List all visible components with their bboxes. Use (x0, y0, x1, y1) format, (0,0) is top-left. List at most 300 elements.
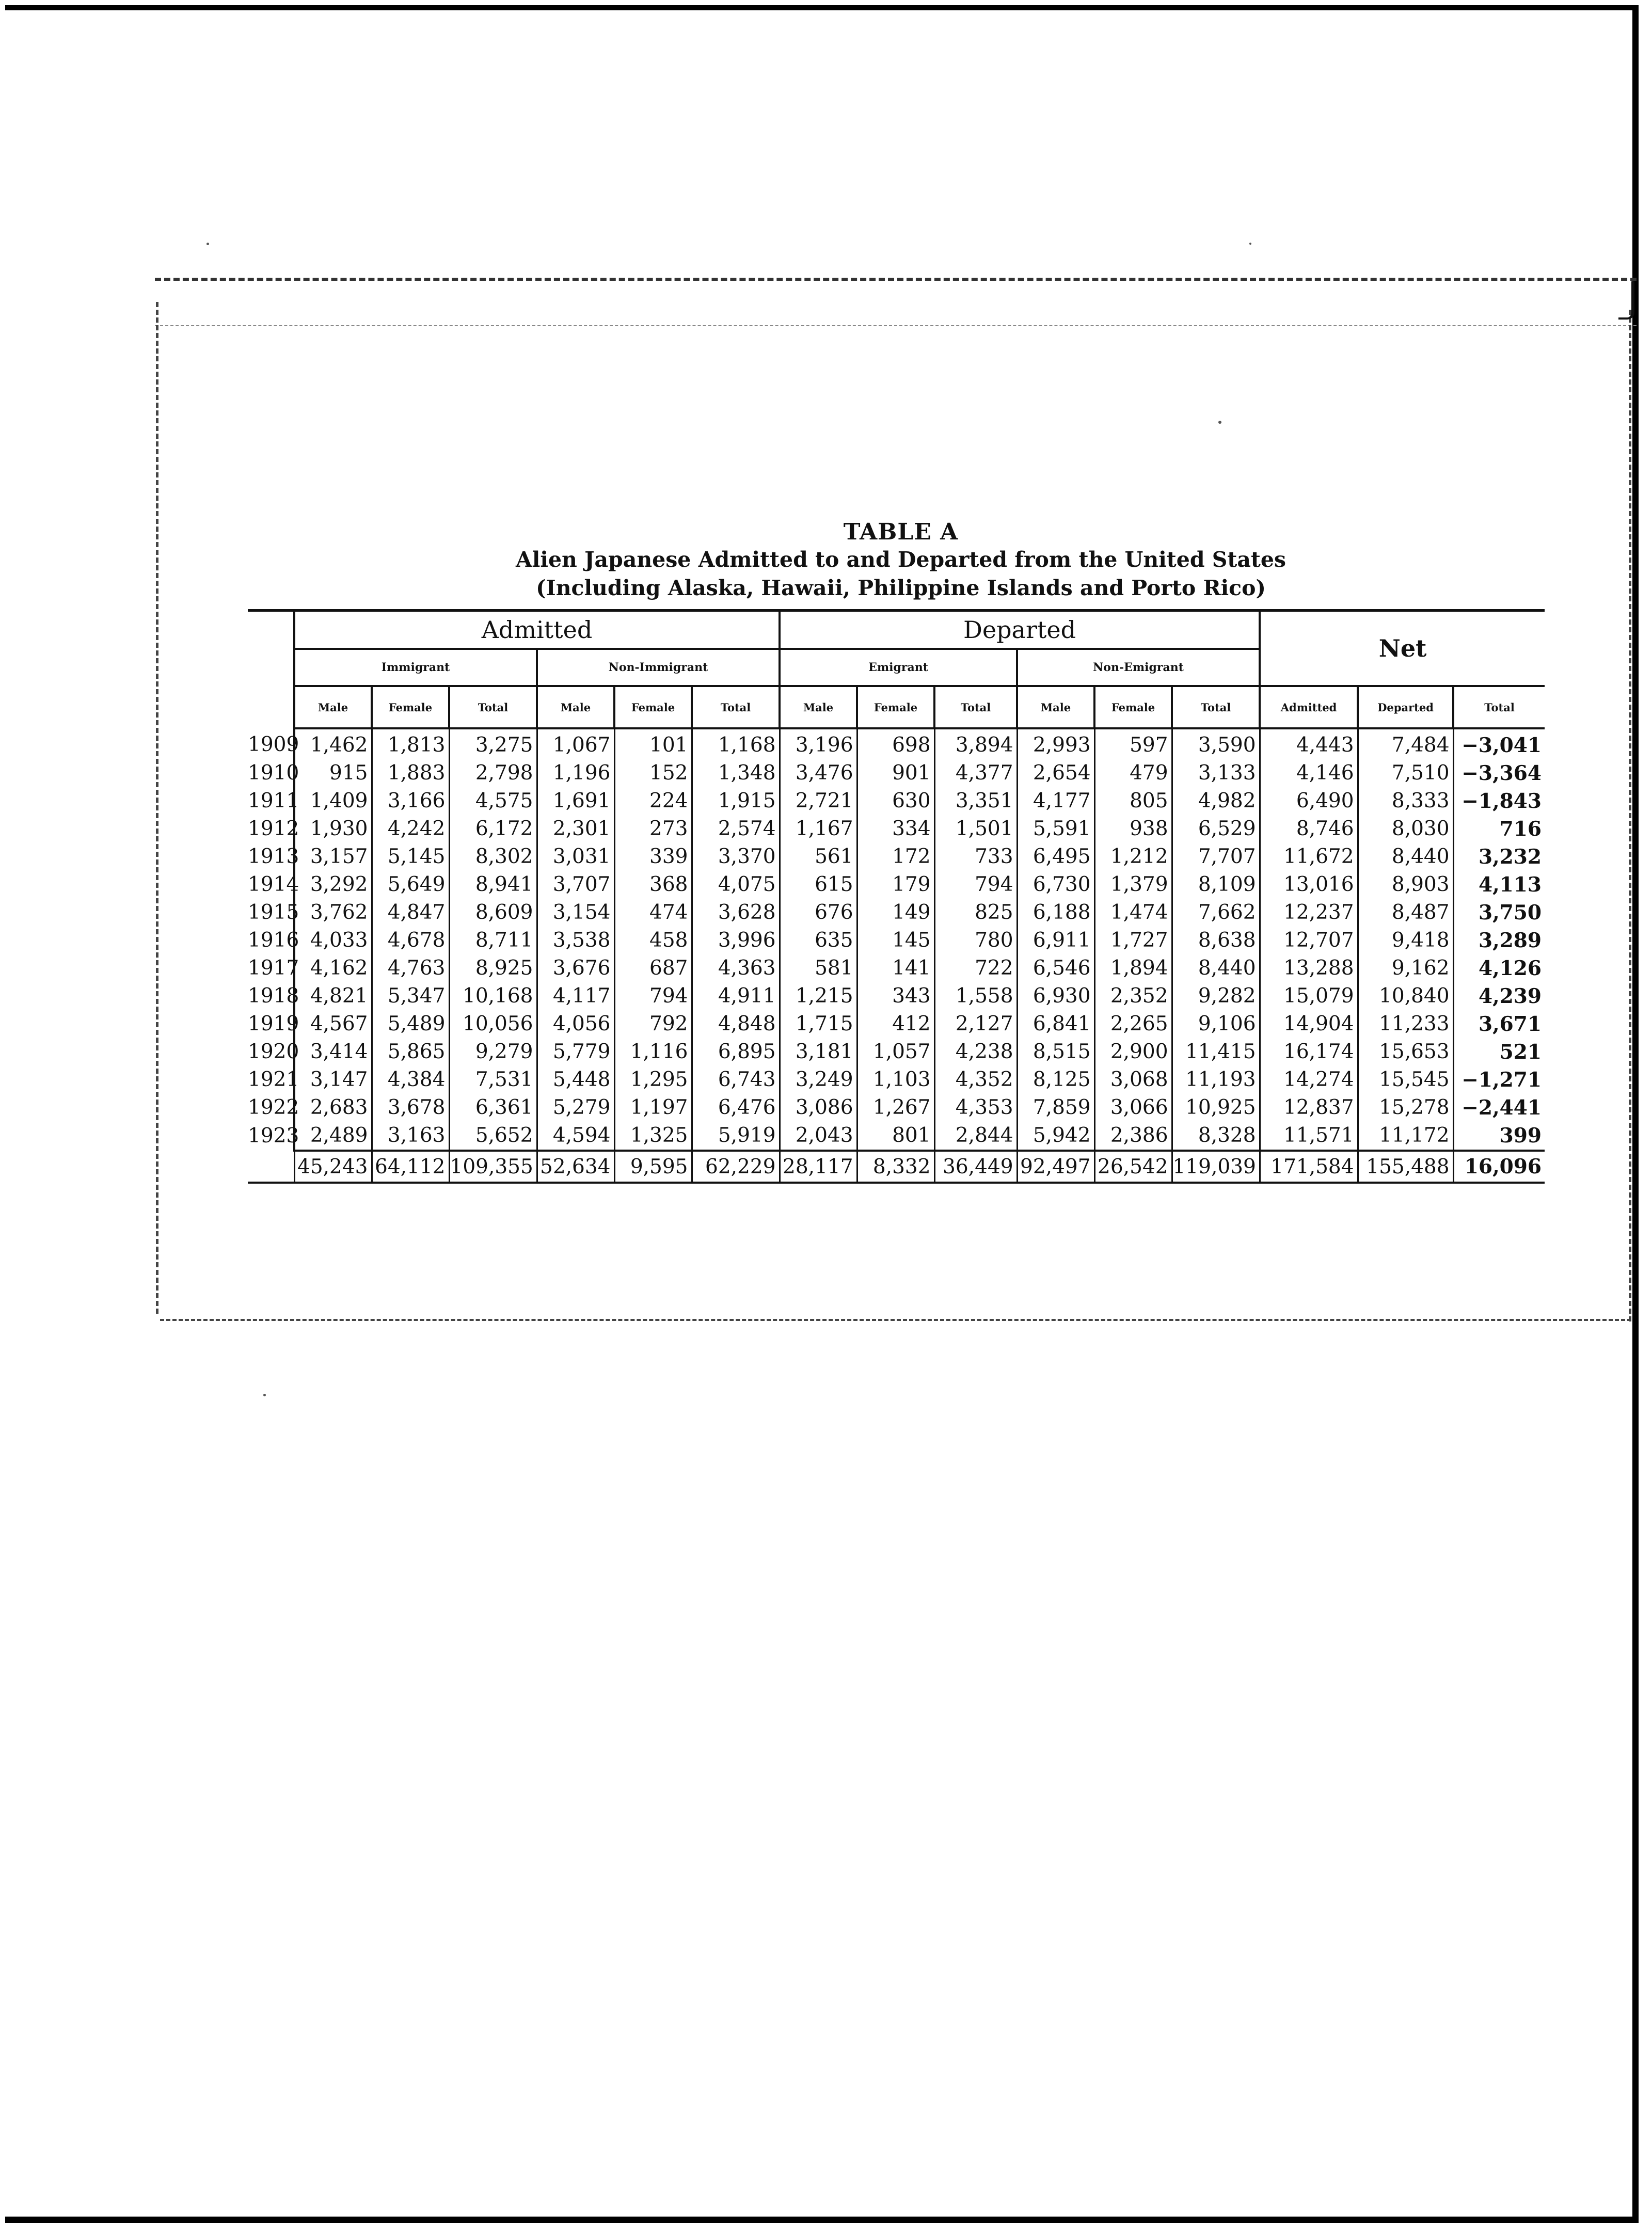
table-cell: 4,239 (1478, 984, 1542, 1008)
table-cell: 1,379 (1094, 871, 1172, 899)
table-subtitle-note: (Including Alaska, Hawaii, Philippine Islands and Porto Rico) (536, 576, 1266, 600)
table-row (248, 899, 1545, 927)
table-cell: 1,103 (857, 1066, 934, 1094)
table-cell: 3,163 (372, 1122, 449, 1151)
table-cell: 8,941 (449, 871, 537, 899)
table-cell: 2,043 (780, 1122, 857, 1151)
table-cell: 4,363 (692, 954, 780, 982)
table-cell: 6,841 (1017, 1010, 1094, 1038)
table-row (248, 1066, 1545, 1094)
table-cell: 4,056 (537, 1010, 614, 1038)
table-cell: 4,162 (294, 954, 372, 982)
table-cell: 9,282 (1172, 982, 1260, 1010)
table-cell: 2,574 (692, 815, 780, 843)
table-cell: 3,275 (449, 728, 537, 759)
table-cell: 334 (857, 815, 934, 843)
total-cell: 62,229 (692, 1151, 780, 1183)
table-cell: 11,672 (1260, 843, 1358, 871)
table-cell: 4,567 (294, 1010, 372, 1038)
table-cell: 4,126 (1478, 957, 1542, 980)
table-cell: 635 (780, 927, 857, 954)
table-cell: 4,982 (1172, 787, 1260, 815)
table-cell: 4,821 (294, 982, 372, 1010)
table-cell: 4,377 (934, 759, 1017, 787)
table-cell: 2,386 (1094, 1122, 1172, 1151)
table-cell: 1,348 (692, 759, 780, 787)
table-row (248, 1010, 1545, 1038)
total-cell: 171,584 (1260, 1151, 1358, 1183)
subheader-immigrant: Immigrant (294, 649, 537, 686)
table-cell: 4,238 (934, 1038, 1017, 1066)
row-year: 1914 (248, 871, 294, 899)
col-header-net-admitted: Admitted (1260, 686, 1358, 728)
row-year: 1910 (248, 759, 294, 787)
table-cell: 5,779 (537, 1038, 614, 1066)
sheet-top-edge-inner (155, 325, 1637, 326)
table-cell: 4,911 (692, 982, 780, 1010)
table-cell: 15,545 (1358, 1066, 1453, 1094)
table-cell: 458 (614, 927, 692, 954)
total-cell: 45,243 (294, 1151, 372, 1183)
table-cell: 3,678 (372, 1094, 449, 1122)
table-cell: −3,364 (1462, 761, 1542, 785)
table-cell: 792 (614, 1010, 692, 1038)
row-year: 1917 (248, 954, 294, 982)
row-year: 1909 (248, 728, 294, 759)
table-subtitle: Alien Japanese Admitted to and Departed from the United States (516, 547, 1286, 572)
col-header-female: Female (372, 686, 449, 728)
table-cell: 6,911 (1017, 927, 1094, 954)
table-cell: 2,489 (294, 1122, 372, 1151)
col-header-female: Female (857, 686, 934, 728)
table-cell: 3,351 (934, 787, 1017, 815)
table-cell: 3,068 (1094, 1066, 1172, 1094)
table-cell: 3,476 (780, 759, 857, 787)
table-cell: 8,711 (449, 927, 537, 954)
table-cell: 825 (934, 899, 1017, 927)
table-cell: 4,033 (294, 927, 372, 954)
table-cell: 8,903 (1358, 871, 1453, 899)
table-cell: 2,683 (294, 1094, 372, 1122)
total-cell: 155,488 (1358, 1151, 1453, 1183)
row-year: 1922 (248, 1094, 294, 1122)
table-cell: 6,730 (1017, 871, 1094, 899)
row-year: 1912 (248, 815, 294, 843)
row-year: 1911 (248, 787, 294, 815)
table-cell: −1,843 (1462, 789, 1542, 813)
table-cell: 2,721 (780, 787, 857, 815)
table-cell: 5,145 (372, 843, 449, 871)
table-cell: 9,162 (1358, 954, 1453, 982)
table-cell: 3,086 (780, 1094, 857, 1122)
table-cell: 8,328 (1172, 1122, 1260, 1151)
table-cell: 11,233 (1358, 1010, 1453, 1038)
sheet-bottom-edge (160, 1319, 1631, 1321)
table-cell: 7,707 (1172, 843, 1260, 871)
col-header-total: Total (692, 686, 780, 728)
table-cell: 6,743 (692, 1066, 780, 1094)
table-cell: 343 (857, 982, 934, 1010)
table-cell: 3,676 (537, 954, 614, 982)
table-cell: 1,894 (1094, 954, 1172, 982)
table-cell: 698 (857, 728, 934, 759)
table-cell: 1,168 (692, 728, 780, 759)
table-cell: 4,146 (1260, 759, 1358, 787)
table-cell: 8,302 (449, 843, 537, 871)
total-cell: 109,355 (449, 1151, 537, 1183)
total-cell: 36,449 (934, 1151, 1017, 1183)
table-cell: 5,448 (537, 1066, 614, 1094)
table-cell: 273 (614, 815, 692, 843)
col-header-female: Female (1094, 686, 1172, 728)
table-cell: 3,590 (1172, 728, 1260, 759)
sheet-right-edge (1629, 310, 1631, 1321)
table-cell: 5,865 (372, 1038, 449, 1066)
scan-speck (1218, 421, 1221, 424)
table-cell: 615 (780, 871, 857, 899)
table-cell: 6,361 (449, 1094, 537, 1122)
row-year: 1916 (248, 927, 294, 954)
table-cell: 3,762 (294, 899, 372, 927)
totals-label-cell (248, 1151, 294, 1183)
table-cell: 6,529 (1172, 815, 1260, 843)
table-cell: 10,056 (449, 1010, 537, 1038)
total-cell: 119,039 (1172, 1151, 1260, 1183)
table-row (248, 1122, 1545, 1151)
table-cell: 3,538 (537, 927, 614, 954)
table-cell: 11,571 (1260, 1122, 1358, 1151)
table-cell: 805 (1094, 787, 1172, 815)
table-cell: 4,848 (692, 1010, 780, 1038)
table-cell: −2,441 (1462, 1096, 1542, 1120)
table-cell: 901 (857, 759, 934, 787)
table-cell: 6,476 (692, 1094, 780, 1122)
table-cell: 152 (614, 759, 692, 787)
table-cell: 3,166 (372, 787, 449, 815)
scan-speck (263, 1394, 266, 1396)
table-cell: 12,707 (1260, 927, 1358, 954)
table-cell: 1,558 (934, 982, 1017, 1010)
total-cell: 26,542 (1094, 1151, 1172, 1183)
table-cell: 3,292 (294, 871, 372, 899)
sheet-left-edge (156, 302, 158, 1314)
table-cell: 8,638 (1172, 927, 1260, 954)
table-cell: 1,930 (294, 815, 372, 843)
col-header-male: Male (780, 686, 857, 728)
table-cell: 4,352 (934, 1066, 1017, 1094)
table-cell: 1,267 (857, 1094, 934, 1122)
table-cell: 6,172 (449, 815, 537, 843)
table-cell: 8,109 (1172, 871, 1260, 899)
table-cell: 1,691 (537, 787, 614, 815)
table-cell: 3,750 (1478, 901, 1542, 925)
table-cell: 5,942 (1017, 1122, 1094, 1151)
scan-speck (1249, 243, 1251, 245)
table-cell: 3,707 (537, 871, 614, 899)
table-cell: 1,409 (294, 787, 372, 815)
table-row (248, 1094, 1545, 1122)
table-cell: 11,415 (1172, 1038, 1260, 1066)
subheader-non-emigrant: Non-Emigrant (1017, 649, 1260, 686)
table-cell: 5,279 (537, 1094, 614, 1122)
scan-speck (206, 243, 209, 245)
table-cell: 3,196 (780, 728, 857, 759)
col-header-total: Total (934, 686, 1017, 728)
table-cell: 2,301 (537, 815, 614, 843)
row-year: 1919 (248, 1010, 294, 1038)
table-row (248, 759, 1545, 787)
table-cell: 149 (857, 899, 934, 927)
table-cell: 3,157 (294, 843, 372, 871)
table-cell: 4,847 (372, 899, 449, 927)
table-cell: 2,265 (1094, 1010, 1172, 1038)
table-cell: 179 (857, 871, 934, 899)
table-cell: 3,031 (537, 843, 614, 871)
table-cell: 12,837 (1260, 1094, 1358, 1122)
table-cell: 7,510 (1358, 759, 1453, 787)
col-header-net-departed: Departed (1358, 686, 1453, 728)
table-cell: 479 (1094, 759, 1172, 787)
col-header-total: Total (449, 686, 537, 728)
table-cell: 2,900 (1094, 1038, 1172, 1066)
table-cell: 9,106 (1172, 1010, 1260, 1038)
table-cell: 8,609 (449, 899, 537, 927)
table-row (248, 787, 1545, 815)
table-cell: 581 (780, 954, 857, 982)
table-cell: 938 (1094, 815, 1172, 843)
table-cell: 15,079 (1260, 982, 1358, 1010)
col-header-male: Male (537, 686, 614, 728)
table-cell: 10,840 (1358, 982, 1453, 1010)
table-cell: 1,167 (780, 815, 857, 843)
table-cell: 733 (934, 843, 1017, 871)
row-year: 1913 (248, 843, 294, 871)
table-cell: 4,594 (537, 1122, 614, 1151)
table-row (248, 982, 1545, 1010)
col-header-male: Male (1017, 686, 1094, 728)
table-cell: 6,546 (1017, 954, 1094, 982)
table-cell: 6,895 (692, 1038, 780, 1066)
table-cell: 3,628 (692, 899, 780, 927)
table-cell: 561 (780, 843, 857, 871)
table-row (248, 871, 1545, 899)
table-cell: 1,501 (934, 815, 1017, 843)
table-cell: 801 (857, 1122, 934, 1151)
table-row (248, 927, 1545, 954)
table-cell: 368 (614, 871, 692, 899)
table-cell: 521 (1499, 1040, 1542, 1064)
table-cell: 5,489 (372, 1010, 449, 1038)
table-cell: 8,125 (1017, 1066, 1094, 1094)
table-cell: 5,919 (692, 1122, 780, 1151)
table-cell: 15,653 (1358, 1038, 1453, 1066)
table-cell: 794 (934, 871, 1017, 899)
table-cell: 4,575 (449, 787, 537, 815)
table-cell: 5,347 (372, 982, 449, 1010)
table-cell: 5,652 (449, 1122, 537, 1151)
table-cell: 1,295 (614, 1066, 692, 1094)
table-row (248, 954, 1545, 982)
table-cell: 4,113 (1478, 873, 1542, 897)
table-cell: 8,440 (1172, 954, 1260, 982)
sheet-top-edge (155, 278, 1637, 281)
total-cell: 52,634 (537, 1151, 614, 1183)
row-year: 1920 (248, 1038, 294, 1066)
total-cell: 64,112 (372, 1151, 449, 1183)
table-cell: 2,654 (1017, 759, 1094, 787)
table-cell: 10,168 (449, 982, 537, 1010)
total-cell: 9,595 (614, 1151, 692, 1183)
table-row (248, 1038, 1545, 1066)
table-cell: 2,993 (1017, 728, 1094, 759)
table-cell: 3,147 (294, 1066, 372, 1094)
table-cell: 8,030 (1358, 815, 1453, 843)
col-header-total: Total (1172, 686, 1260, 728)
table-cell: 6,490 (1260, 787, 1358, 815)
table-cell: 1,474 (1094, 899, 1172, 927)
table-cell: 3,671 (1478, 1012, 1542, 1036)
table-cell: 597 (1094, 728, 1172, 759)
table-cell: 15,278 (1358, 1094, 1453, 1122)
table-cell: 722 (934, 954, 1017, 982)
table-cell: 4,117 (537, 982, 614, 1010)
table-cell: 474 (614, 899, 692, 927)
table-cell: 780 (934, 927, 1017, 954)
table-cell: 7,484 (1358, 728, 1453, 759)
table-row (248, 843, 1545, 871)
table-cell: 6,930 (1017, 982, 1094, 1010)
table-cell: 412 (857, 1010, 934, 1038)
table-cell: 4,384 (372, 1066, 449, 1094)
table-cell: 1,462 (294, 728, 372, 759)
table-cell: 8,925 (449, 954, 537, 982)
table-cell: 3,370 (692, 843, 780, 871)
table-cell: 1,197 (614, 1094, 692, 1122)
table-cell: 3,289 (1478, 929, 1542, 952)
table-cell: 4,075 (692, 871, 780, 899)
table-cell: 794 (614, 982, 692, 1010)
table-cell: 7,531 (449, 1066, 537, 1094)
col-header-net-total: Total (1453, 686, 1545, 728)
table-cell: 1,883 (372, 759, 449, 787)
table-cell: 3,133 (1172, 759, 1260, 787)
table-cell: 1,057 (857, 1038, 934, 1066)
table-cell: 339 (614, 843, 692, 871)
table-cell: 1,215 (780, 982, 857, 1010)
table-cell: 4,177 (1017, 787, 1094, 815)
table-cell: 3,894 (934, 728, 1017, 759)
table-cell: 14,274 (1260, 1066, 1358, 1094)
immigration-table (248, 609, 1545, 1184)
table-cell: 3,154 (537, 899, 614, 927)
table-cell: 7,859 (1017, 1094, 1094, 1122)
table-cell: 11,193 (1172, 1066, 1260, 1094)
row-year: 1921 (248, 1066, 294, 1094)
table-cell: 3,181 (780, 1038, 857, 1066)
table-cell: 1,915 (692, 787, 780, 815)
table-cell: 10,925 (1172, 1094, 1260, 1122)
total-cell: 8,332 (857, 1151, 934, 1183)
total-cell: 92,497 (1017, 1151, 1094, 1183)
table-cell: 1,196 (537, 759, 614, 787)
table-cell: 6,495 (1017, 843, 1094, 871)
table-cell: 12,237 (1260, 899, 1358, 927)
table-cell: 101 (614, 728, 692, 759)
table-cell: 3,249 (780, 1066, 857, 1094)
table-cell: 1,715 (780, 1010, 857, 1038)
table-cell: 1,813 (372, 728, 449, 759)
table-cell: 4,242 (372, 815, 449, 843)
row-year: 1918 (248, 982, 294, 1010)
table-cell: 1,727 (1094, 927, 1172, 954)
table-cell: 4,353 (934, 1094, 1017, 1122)
table-cell: 9,418 (1358, 927, 1453, 954)
table-cell: −3,041 (1462, 734, 1542, 757)
table-cell: 8,333 (1358, 787, 1453, 815)
sheet-corner-mark (1618, 281, 1634, 320)
table-cell: 3,066 (1094, 1094, 1172, 1122)
table-cell: 4,763 (372, 954, 449, 982)
table-cell: 716 (1499, 817, 1542, 841)
table-cell: 1,116 (614, 1038, 692, 1066)
table-row (248, 815, 1545, 843)
table-cell: 915 (294, 759, 372, 787)
table-cell: 3,232 (1478, 845, 1542, 869)
table-cell: 2,127 (934, 1010, 1017, 1038)
group-header-departed: Departed (780, 611, 1260, 649)
table-cell: 16,174 (1260, 1038, 1358, 1066)
subheader-non-immigrant: Non-Immigrant (537, 649, 780, 686)
table-row (248, 728, 1545, 759)
subheader-emigrant: Emigrant (780, 649, 1017, 686)
table-cell: 5,591 (1017, 815, 1094, 843)
table-cell: 224 (614, 787, 692, 815)
row-year: 1915 (248, 899, 294, 927)
table-cell: 630 (857, 787, 934, 815)
total-cell: 28,117 (780, 1151, 857, 1183)
table-cell: 687 (614, 954, 692, 982)
table-cell: 8,440 (1358, 843, 1453, 871)
total-cell: 16,096 (1453, 1151, 1545, 1183)
group-header-net: Net (1260, 611, 1545, 687)
col-header-female: Female (614, 686, 692, 728)
table-cell: 8,746 (1260, 815, 1358, 843)
table-cell: 4,678 (372, 927, 449, 954)
table-cell: 172 (857, 843, 934, 871)
col-header-male: Male (294, 686, 372, 728)
table-cell: 1,325 (614, 1122, 692, 1151)
table-cell: −1,271 (1462, 1068, 1542, 1092)
table-cell: 3,996 (692, 927, 780, 954)
table-cell: 8,515 (1017, 1038, 1094, 1066)
table-cell: 145 (857, 927, 934, 954)
table-cell: 6,188 (1017, 899, 1094, 927)
table-cell: 1,212 (1094, 843, 1172, 871)
table-cell: 8,487 (1358, 899, 1453, 927)
table-cell: 14,904 (1260, 1010, 1358, 1038)
totals-row (248, 1151, 1545, 1183)
table-cell: 5,649 (372, 871, 449, 899)
table-cell: 4,443 (1260, 728, 1358, 759)
table-cell: 1,067 (537, 728, 614, 759)
table-cell: 399 (1499, 1124, 1542, 1148)
table-cell: 2,352 (1094, 982, 1172, 1010)
table-cell: 3,414 (294, 1038, 372, 1066)
table-cell: 2,844 (934, 1122, 1017, 1151)
table-cell: 13,288 (1260, 954, 1358, 982)
row-year: 1923 (248, 1122, 294, 1151)
table-cell: 11,172 (1358, 1122, 1453, 1151)
